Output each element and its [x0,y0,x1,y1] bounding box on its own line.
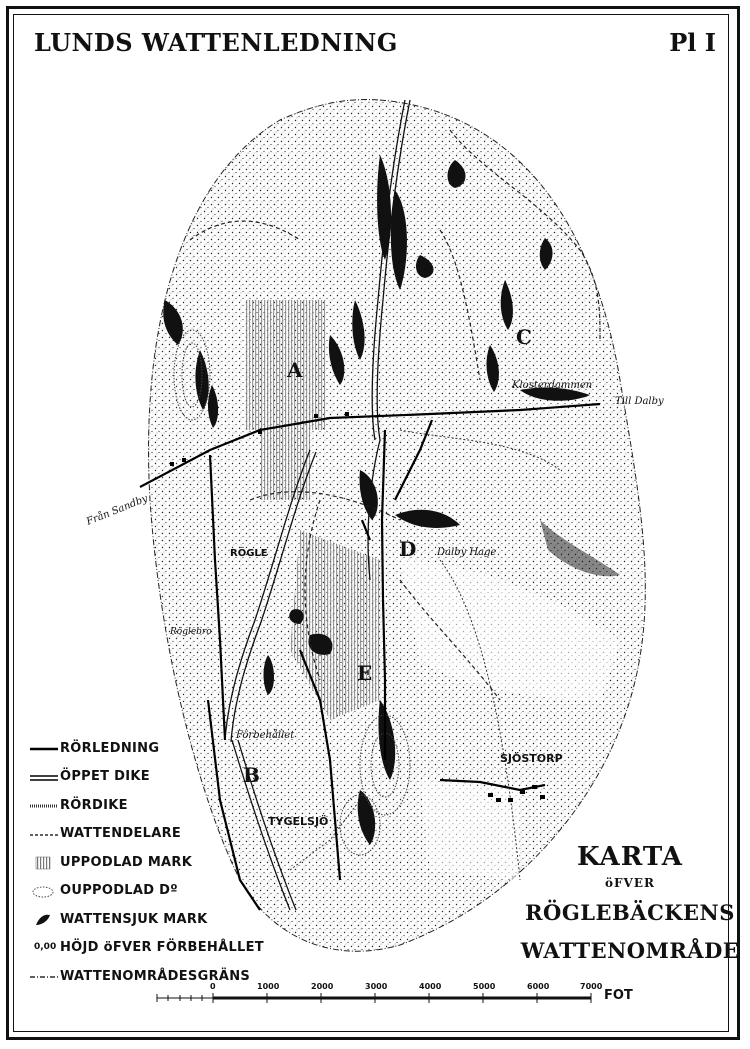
legend-item [28,734,278,763]
area-label-b: B [243,763,260,787]
legend-item [28,934,278,963]
map-legend [28,734,278,991]
place-label-dalby-hage: Dalby Hage [437,547,497,558]
legend-item [28,905,278,934]
elevation-marker-icon [28,941,60,955]
place-label-till-dalby: Till Dalby [615,396,664,407]
legend-label: OUPPODLAD Dº [60,883,178,899]
legend-item [28,820,278,849]
legend-item [28,791,278,820]
uncultivated-land-pattern-icon [28,884,60,898]
scale-tick-2000: 2000 [311,982,334,991]
place-label-forbehallet: Förbehållet [236,730,295,741]
open-ditch-double-line-icon [28,770,60,784]
catchment-boundary-dashdot-line-icon [28,969,60,983]
place-label-sjostorp: SJÖSTORP [500,752,563,765]
map-title-wattenomrade: WATTENOMRÅDE [520,938,740,963]
elevation-marker-text: 0,00 [34,941,57,952]
legend-item [28,877,278,906]
legend-item [28,848,278,877]
watershed-dashed-line-icon [28,827,60,841]
scale-tick-1000: 1000 [257,982,280,991]
area-label-d: D [399,537,417,561]
legend-label: WATTENOMRÅDESGRÄNS [60,968,251,984]
scale-tick-3000: 3000 [365,982,388,991]
legend-label: WATTENSJUK MARK [60,911,208,927]
legend-item [28,962,278,991]
legend-label: ÖPPET DIKE [60,769,150,785]
pipe-ditch-dotted-line-icon [28,798,60,812]
wetland-pattern-icon [28,912,60,926]
pipeline-line-icon [28,741,60,755]
map-title-karta: KARTA [577,842,683,872]
scale-tick-0: 0 [210,982,216,991]
legend-label: RÖRLEDNING [60,740,160,756]
legend-label: RÖRDIKE [60,797,128,813]
legend-label: WATTENDELARE [60,826,182,842]
scale-tick-6000: 6000 [527,982,550,991]
area-label-c: C [516,325,532,349]
scale-bar [157,993,591,1003]
place-label-rogle: RÖGLE [230,548,268,559]
place-label-klosterdammen: Klosterdammen [512,380,593,391]
legend-item [28,763,278,792]
area-label-e: E [357,661,373,685]
scale-tick-4000: 4000 [419,982,442,991]
cultivated-land-pattern-icon [28,855,60,869]
map-title-ofver: öFVER [605,876,655,890]
legend-label: UPPODLAD MARK [60,854,193,870]
plate-number: Pl I [669,28,716,57]
place-label-roglebro: Röglebro [170,627,212,637]
scale-unit: FOT [604,988,633,1003]
area-label-a: A [287,358,303,382]
place-label-tygelsjo: TYGELSJÖ [268,815,329,828]
map-title-roglebackens: RÖGLEBÄCKENS [525,900,735,925]
scale-tick-5000: 5000 [473,982,496,991]
map-header-title: LUNDS WATTENLEDNING [34,28,398,57]
legend-label: HÖJD öFVER FÖRBEHÅLLET [60,940,264,956]
place-label-fran-sandby: Från Sandby [85,493,150,528]
scale-tick-7000: 7000 [580,982,603,991]
